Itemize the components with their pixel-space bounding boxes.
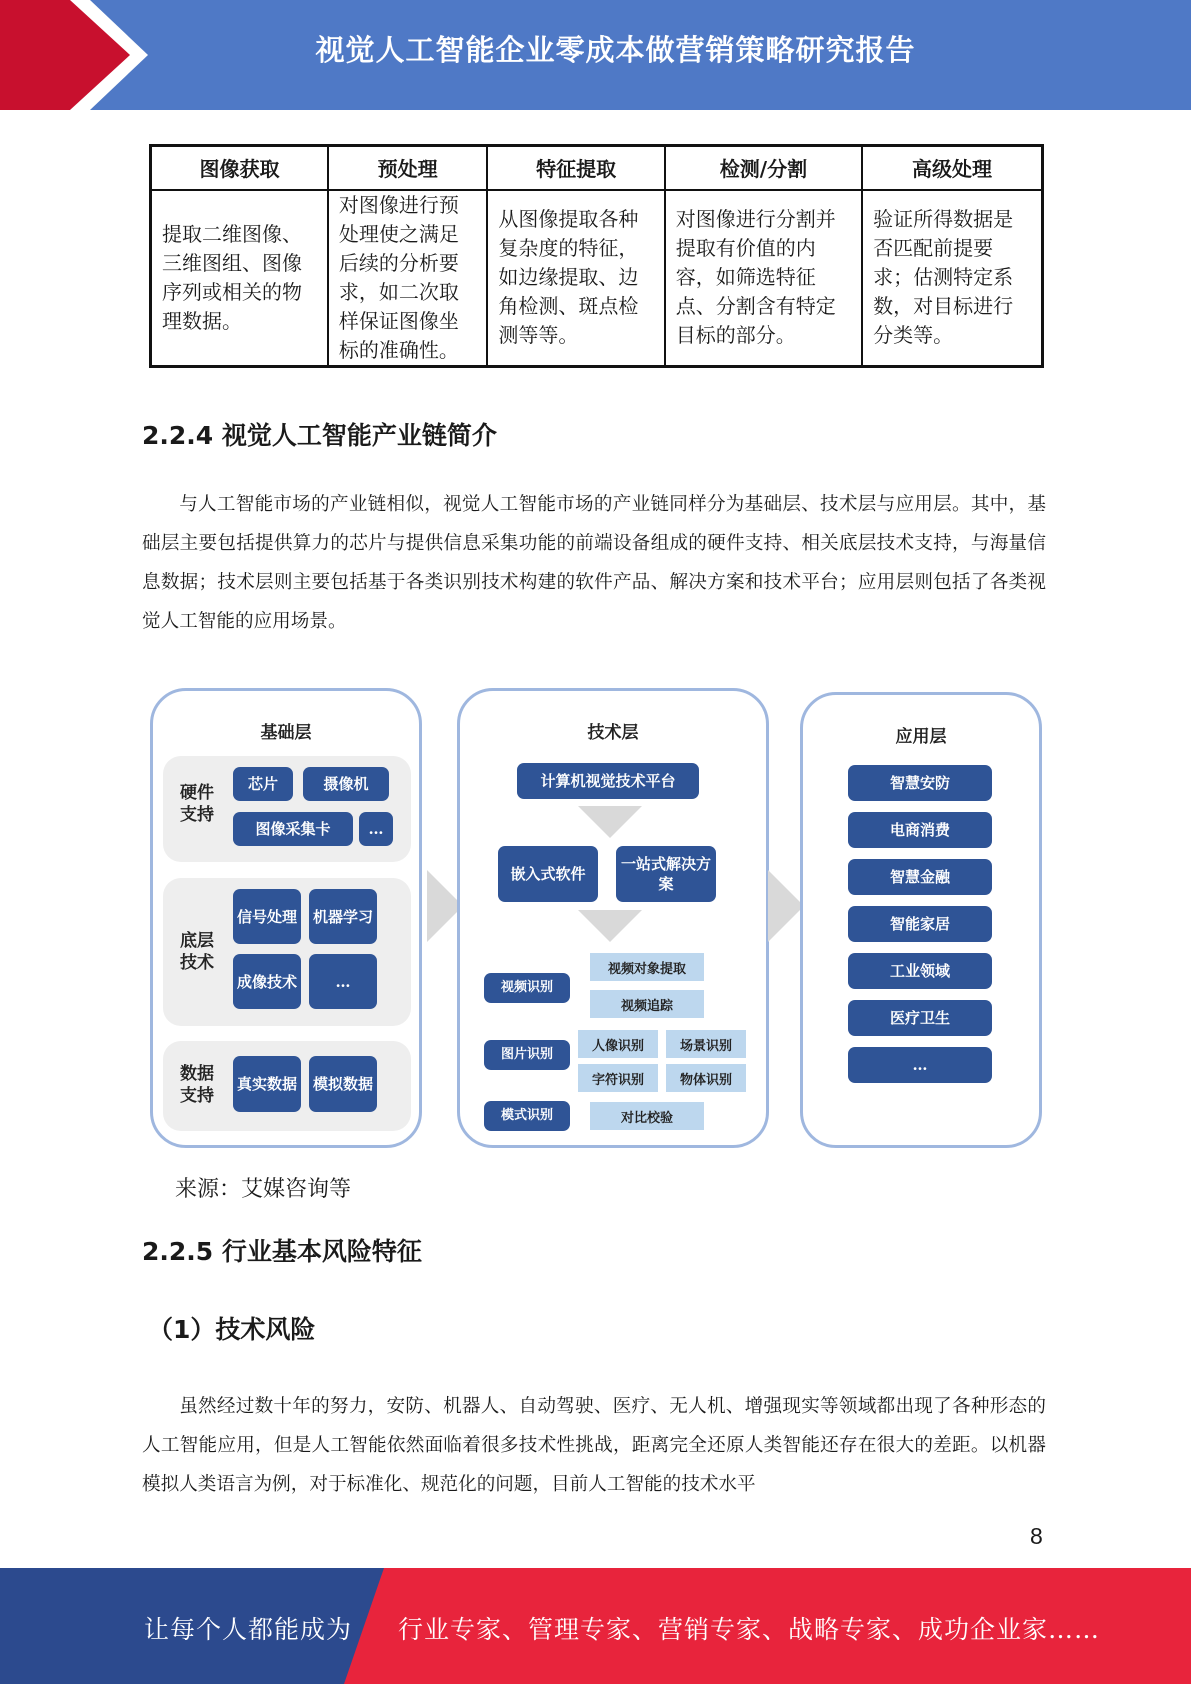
portrait-item: 人像识别	[578, 1030, 658, 1058]
page-header	[0, 0, 1191, 110]
header-title: 视觉人工智能企业零成本做营销策略研究报告	[315, 33, 916, 67]
section-heading-224: 2.2.4 视觉人工智能产业链简介	[142, 421, 497, 450]
base-tech-group	[163, 878, 411, 1026]
pattern-recognition-item: 模式识别	[484, 1101, 570, 1131]
scene-item: 场景识别	[666, 1030, 746, 1058]
comparison-item: 对比校验	[590, 1102, 704, 1130]
app-layer-title: 应用层	[895, 727, 947, 747]
one-stop-solution-item: 一站式解决方案	[616, 846, 716, 902]
table-header-cell: 预处理	[328, 146, 487, 190]
table-cell: 验证所得数据是否匹配前提要求；估测特定系数，对目标进行分类等。	[862, 190, 1042, 367]
machine-learning-item: 机器学习	[309, 889, 377, 944]
camera-item: 摄像机	[303, 767, 389, 801]
tech-layer-title: 技术层	[587, 723, 639, 743]
figure-source: 来源：艾媒咨询等	[175, 1177, 352, 1202]
imaging-item: 成像技术	[233, 954, 301, 1009]
embedded-software-item: 嵌入式软件	[498, 846, 598, 902]
footer-slogan-right: 行业专家、管理专家、营销专家、战略专家、成功企业家……	[398, 1615, 1101, 1644]
video-object-item: 视频对象提取	[590, 953, 704, 981]
capture-card-item: 图像采集卡	[233, 812, 353, 846]
app-item: 工业领域	[848, 953, 992, 989]
object-item: 物体识别	[666, 1064, 746, 1092]
table-header-cell: 高级处理	[862, 146, 1042, 190]
app-item: 电商消费	[848, 812, 992, 848]
chip-item: 芯片	[233, 767, 293, 801]
table-header-cell: 检测/分割	[665, 146, 862, 190]
table-cell: 从图像提取各种复杂度的特征，如边缘提取、边角检测、斑点检测等等。	[487, 190, 664, 367]
page-footer	[0, 1568, 1191, 1684]
character-item: 字符识别	[578, 1064, 658, 1092]
signal-processing-item: 信号处理	[233, 889, 301, 944]
industry-chain-diagram	[145, 686, 1045, 1154]
table-cell: 提取二维图像、三维图组、图像序列或相关的物理数据。	[151, 190, 328, 367]
data-label: 数据支持	[180, 1064, 214, 1106]
app-item: 智慧安防	[848, 765, 992, 801]
hardware-more-item: …	[359, 812, 393, 846]
video-tracking-item: 视频追踪	[590, 990, 704, 1018]
table-header-cell: 特征提取	[487, 146, 664, 190]
tech-layer-column	[457, 688, 769, 1148]
video-recognition-item: 视频识别	[484, 973, 570, 1003]
section-paragraph-225: 虽然经过数十年的努力，安防、机器人、自动驾驶、医疗、无人机、增强现实等领域都出现了各种形态的人工智能应用，但是人工智能依然面临着很多技术性挑战，距离完全还原人类智能还存在很大的差距。以机器模拟人类语言为例，对于标准化、规范化的问题，目前人工智能的技术水平	[142, 1396, 1046, 1495]
cv-platform-item: 计算机视觉技术平台	[517, 763, 699, 799]
arrow-right-icon	[768, 870, 804, 942]
footer-slogan-left: 让每个人都能成为	[144, 1615, 353, 1644]
app-item: 智慧金融	[848, 859, 992, 895]
app-layer-column	[800, 692, 1042, 1148]
base-tech-label: 底层技术	[180, 931, 214, 973]
table-row	[151, 190, 1043, 367]
arrow-down-icon	[578, 806, 642, 838]
simulated-data-item: 模拟数据	[309, 1056, 377, 1112]
base-layer-column	[150, 688, 422, 1148]
app-more-item: …	[848, 1047, 992, 1083]
table-cell: 对图像进行预处理使之满足后续的分析要求，如二次取样保证图像坐标的准确性。	[328, 190, 487, 367]
hardware-group	[163, 756, 411, 862]
arrow-down-icon	[578, 910, 642, 942]
app-item: 智能家居	[848, 906, 992, 942]
section-paragraph-224: 与人工智能市场的产业链相似，视觉人工智能市场的产业链同样分为基础层、技术层与应用层。其中，基础层主要包括提供算力的芯片与提供信息采集功能的前端设备组成的硬件支持、相关底层技术支持，与海量信息数据；技术层则主要包括基于各类识别技术构建的软件产品、解决方案和技术平台；应用层则包括了各类视觉人工智能的应用场景。	[142, 494, 1046, 632]
data-group	[163, 1041, 411, 1131]
section-heading-225: 2.2.5 行业基本风险特征	[142, 1237, 422, 1266]
table-header-cell: 图像获取	[151, 146, 328, 190]
page-number: 8	[1030, 1523, 1043, 1549]
hardware-label: 硬件支持	[180, 783, 214, 825]
app-item: 医疗卫生	[848, 1000, 992, 1036]
process-table	[149, 144, 1044, 368]
base-tech-more-item: …	[309, 954, 377, 1009]
image-recognition-item: 图片识别	[484, 1040, 570, 1070]
subsection-heading: （1）技术风险	[148, 1315, 316, 1344]
table-cell: 对图像进行分割并提取有价值的内容，如筛选特征点、分割含有特定目标的部分。	[665, 190, 862, 367]
table-header-row	[151, 146, 1043, 190]
real-data-item: 真实数据	[233, 1056, 301, 1112]
base-layer-title: 基础层	[260, 723, 312, 743]
